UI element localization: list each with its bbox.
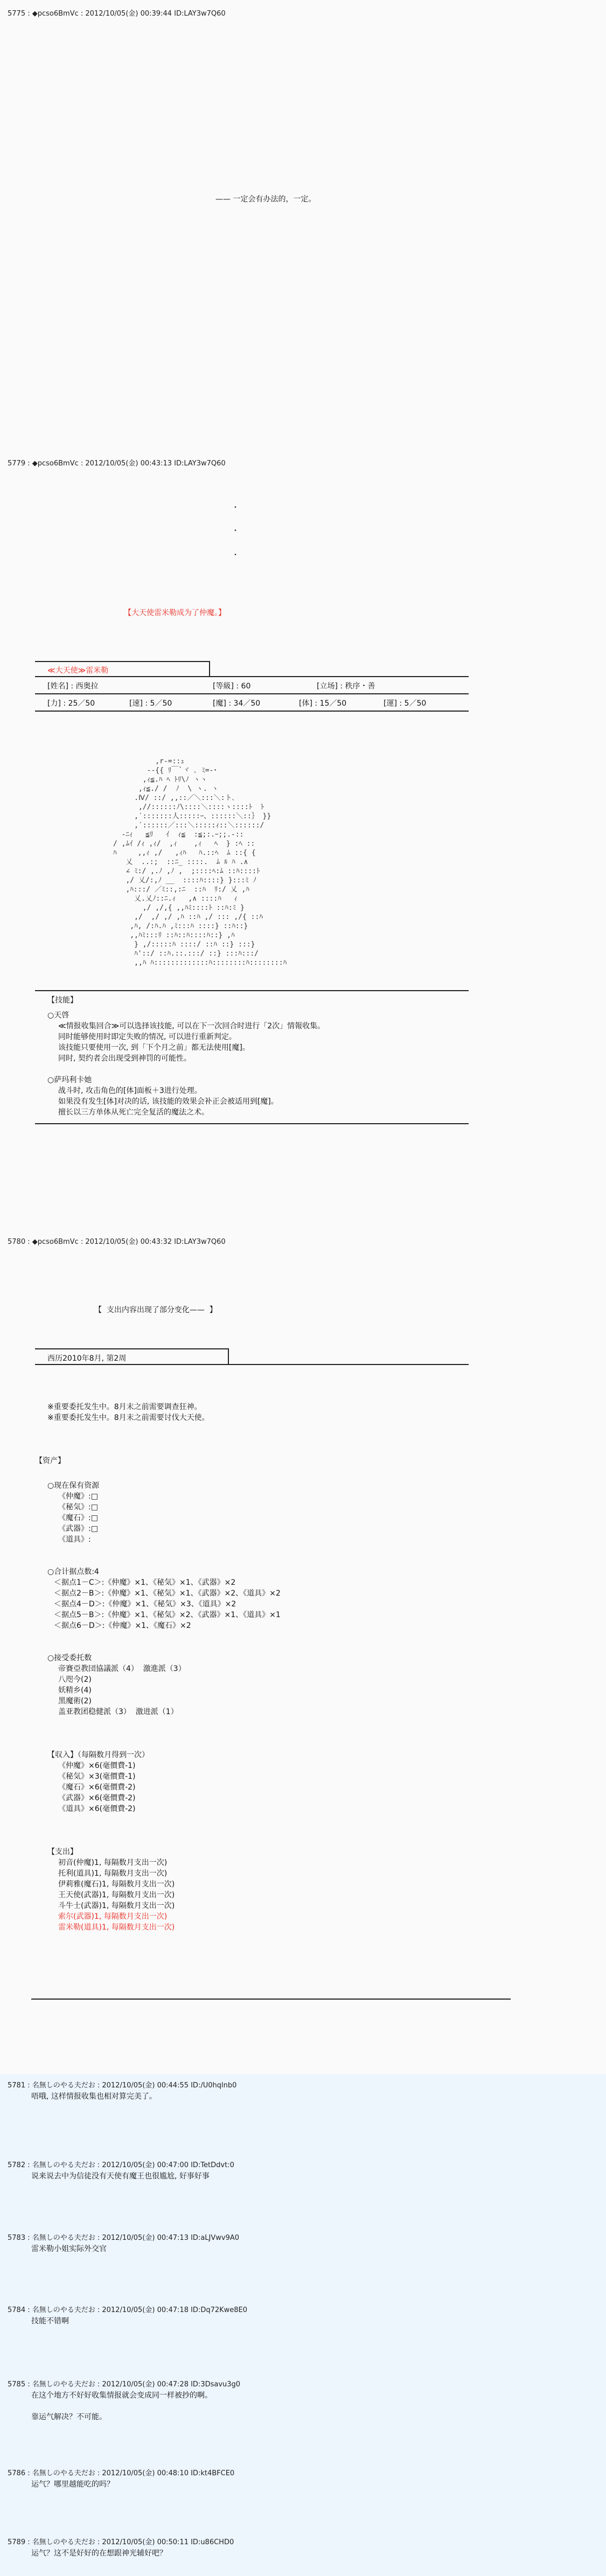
reply-body: 靠运气解决？不可能。 bbox=[31, 2413, 107, 2421]
skill-1-name: ○天啓 bbox=[47, 1011, 69, 1020]
rule bbox=[35, 711, 469, 712]
reply-body: 运气？哪里越能吃的吗？ bbox=[31, 2480, 114, 2489]
reply-header: 5785 : 名無しのやる夫だお : 2012/10/05(金) 00:47:28 ID:3Dsavu3g0 bbox=[8, 2380, 241, 2389]
stat-stance: [立场] : 秩序・善 bbox=[317, 682, 375, 691]
note-line: ※重要委托发生中。8月末之前需要讨伐大天使。 bbox=[47, 1414, 210, 1422]
reply-body: 雷米勒小姐实际外交官 bbox=[31, 2245, 107, 2253]
reply-header: 5789 : 名無しのやる夫だお : 2012/10/05(金) 00:50:11 ID:u86CHD0 bbox=[8, 2538, 234, 2546]
skill-title: 【技能】 bbox=[47, 996, 78, 1005]
rule bbox=[35, 1364, 469, 1365]
rule bbox=[35, 693, 469, 694]
commission-item: 帝賽亞教団協議派（4） 激進派（3） bbox=[58, 1665, 186, 1673]
reply-body: 说来说去中为信徒没有天使有魔王也很尴尬, 好事好事 bbox=[31, 2172, 210, 2181]
skill-2-line: 战斗时, 攻击角色的[体]面板＋3进行处理。 bbox=[58, 1087, 202, 1095]
stat-vitality: [体] : 15／50 bbox=[299, 699, 347, 708]
stat-magic: [魔] : 34／50 bbox=[213, 699, 261, 708]
reply-header: 5783 : 名無しのやる夫だお : 2012/10/05(金) 00:47:13 ID:aLJVwv9A0 bbox=[8, 2234, 240, 2242]
reply-body: 在这个地方不好好收集情报就会变成同一样被抄的啊。 bbox=[31, 2391, 212, 2400]
post-header: 5775 : ◆pcso6BmVc : 2012/10/05(金) 00:39:44 ID:LAY3w7Q60 bbox=[8, 10, 226, 18]
reply-header: 5781 : 名無しのやる夫だお : 2012/10/05(金) 00:44:55 ID:/U0hqlnb0 bbox=[8, 2081, 237, 2090]
reply-body: 运气？这不是好好的在想跟神光辅好吧？ bbox=[31, 2549, 167, 2558]
rule bbox=[35, 661, 210, 662]
rule bbox=[209, 661, 210, 677]
rule bbox=[35, 990, 469, 991]
base-point: ＜据点2－B＞:《仲魔》×1、《秘気》×1、《武器》×2、《道具》×2 bbox=[54, 1589, 281, 1598]
skill-1-line: 同时能够使用时即定失败的情况, 可以进行重新判定。 bbox=[58, 1033, 236, 1041]
rule bbox=[31, 1999, 511, 2000]
announcement: 【大天使雷米勒成为了仲魔。】 bbox=[124, 609, 226, 617]
commission-item: 黑魔術(2) bbox=[58, 1697, 92, 1705]
rule bbox=[35, 1348, 229, 1349]
skill-1-line: 同时, 契约者会出现受到神罚的可能性。 bbox=[58, 1054, 191, 1063]
assets-title: 【资产】 bbox=[35, 1457, 65, 1465]
income-item: 《道具》×6(毫價費-2) bbox=[58, 1805, 136, 1813]
post-header: 5779 : ◆pcso6BmVc : 2012/10/05(金) 00:43:13 ID:LAY3w7Q60 bbox=[8, 459, 226, 468]
income-item: 《武器》×6(毫價費-2) bbox=[58, 1794, 136, 1802]
commission-item: 八咫今(2) bbox=[58, 1675, 92, 1684]
note-line: ※重要委托发生中。8月末之前需要调查狂神。 bbox=[47, 1403, 202, 1411]
dot-mark: ・ bbox=[232, 551, 239, 560]
reply-header: 5782 : 名無しのやる夫だお : 2012/10/05(金) 00:47:00 ID:TetDdvt:0 bbox=[8, 2161, 234, 2169]
calendar-date: 西历2010年8月, 第2周 bbox=[47, 1354, 127, 1363]
stat-name: [姓名] : 西奥拉 bbox=[47, 682, 99, 691]
post-5779 bbox=[0, 450, 606, 1228]
post-header: 5780 : ◆pcso6BmVc : 2012/10/05(金) 00:43:32 ID:LAY3w7Q60 bbox=[8, 1238, 226, 1246]
dot-mark: ・ bbox=[232, 504, 239, 512]
reply-body: 唔哦, 这样情报收集也相对算完美了。 bbox=[31, 2092, 157, 2101]
stat-strength: [力] : 25／50 bbox=[47, 699, 95, 708]
stat-rank: [等級] : 60 bbox=[213, 682, 251, 691]
base-point: ＜据点1－C＞:《仲魔》×1、《秘気》×1、《武器》×2 bbox=[54, 1578, 236, 1587]
expense-title: 【支出】 bbox=[47, 1848, 78, 1856]
holdings-title: ○现在保有资源 bbox=[47, 1481, 100, 1490]
base-point: ＜据点6－D＞:《仲魔》×1、《魔石》×2 bbox=[54, 1621, 191, 1630]
stat-speed: [速] : 5／50 bbox=[129, 699, 172, 708]
reply-header: 5786 : 名無しのやる夫だお : 2012/10/05(金) 00:48:10 ID:kt4BFCE0 bbox=[8, 2469, 235, 2477]
skill-1-line: 该技能只要使用一次, 到「下个月之前」都无法使用[魔]。 bbox=[58, 1043, 250, 1052]
dot-mark: ・ bbox=[232, 527, 239, 535]
holding-item: 《仲魔》:□ bbox=[58, 1492, 98, 1501]
post-text: —— 一定会有办法的，一定。 bbox=[215, 195, 316, 204]
rule bbox=[228, 1348, 229, 1364]
holding-item: 《秘気》:□ bbox=[58, 1503, 98, 1512]
holding-item: 《魔石》:□ bbox=[58, 1514, 98, 1522]
income-title: 【収入】（每隔数月得到一次） bbox=[47, 1751, 149, 1759]
expense-item: 托利(道具)1, 每隔数月支出一次) bbox=[58, 1869, 168, 1878]
unit-name-tag: ≪大天使≫雷米勒 bbox=[47, 666, 109, 675]
replies-section bbox=[0, 2074, 606, 2576]
expense-item-new: 雷米勒(道具)1, 每隔数月支出一次) bbox=[58, 1923, 175, 1932]
income-item: 《魔石》×6(毫價費-2) bbox=[58, 1783, 136, 1792]
skill-2-line: 擅长以三方单体从死亡完全复活的魔法之术。 bbox=[58, 1108, 209, 1117]
holding-item: 《武器》:□ bbox=[58, 1524, 98, 1533]
ascii-art-figure: ,r‐=::ｭ -‐{{ ﾘ￣`ヾ ､ ﾐ=-･ ,ｨ≦.ﾊ ﾍ ﾄﾘ\ﾉ ヽヽ ,ｨ≦./ / ﾉ \ ヽ. ヽ .Ⅳ/ ::/ ,,::／＼:::＼:ト､ ,//::::::ﾉ\::::＼::::ヽ::::ﾄ ﾄ ,′:::::::人:::::ｰ、::::::＼::｝ }} ,′::::::／:::＼:::::ｨ::＼::::::/ ‐ﾆｨ ≦ﾘ ｲ ｨ≦ :≦;:.ｰ;;.-:: / ,ﾑｲ /ｨ ,ｨ/ ,ｨ ,ｨ ﾍ } :ﾍ :: ﾊ ,,ｨ ,/ ,ｨﾊ ﾊ.::ﾍ ﾑ ::{ { 乂 ..:; ::ﾆ_ ::::. ﾑ ﾙ ﾊ .∧ ∠ ﾐ:/ ,.ﾉ ,ﾉ , ;::::ﾍ:ﾑ ::ﾊ::::ﾄ ,/ 乂/:,ﾉ __ ::::ﾊ::::} }:::ﾐ ﾉ ,ﾊ:::/ ／ﾐ::,:ﾆ ::ﾊ ﾘ:/ 乂 ,ﾊ 乂.乂ﾉ::ﾆ.ｨ ,∧ ::::ﾊ ｨ ,/ ,/,{ ,,ﾊﾐ::::ﾄ ::ﾊ:ﾐ } ,/ ,/ ,/ ,ﾊ ::ﾊ ,/ ::: ,/{ ::ﾊ ,ﾊ, /:ﾊ.ﾊ ,ﾐ:::ﾊ ::::} ::ﾊ::} ,,ﾊﾐ:::ﾘ ::ﾊ::ﾊ::::ﾊ::} ,ﾊ } ,/:::::ﾊ ::::/ ::ﾊ ::} :::} ﾊ'::/ ::ﾊ.::.:::/ ::} :::ﾊ:::/ ,,ﾊ ﾊ:::::::::::::ﾊ::::::::ﾊ::::::::ﾊ bbox=[113, 757, 287, 967]
skill-2-line: 如果没有发生[体]对决的话, 该技能的效果会补正会被适用到[魔]。 bbox=[58, 1097, 278, 1106]
holding-item: 《道具》: bbox=[58, 1535, 91, 1544]
income-item: 《仲魔》×6(毫價費-1) bbox=[58, 1762, 136, 1770]
reply-body: 技能不错啊 bbox=[31, 2317, 69, 2326]
stat-luck: [運] : 5／50 bbox=[384, 699, 427, 708]
base-point: ＜据点5－B＞:《仲魔》×1、《秘気》×2、《武器》×1、《道具》×1 bbox=[54, 1611, 281, 1619]
change-banner: 【 支出内容出现了部分变化—— 】 bbox=[94, 1306, 217, 1314]
expense-item: 王天使(武器)1, 每隔数月支出一次) bbox=[58, 1891, 175, 1899]
income-item: 《秘気》×3(毫價費-1) bbox=[58, 1772, 136, 1781]
post-5780 bbox=[0, 1228, 606, 2074]
expense-item-new: 索尔(武器)1, 每隔数月支出一次) bbox=[58, 1912, 168, 1921]
points-title: ○合计据点数:4 bbox=[47, 1568, 99, 1576]
skill-2-name: ○萨玛利卡她 bbox=[47, 1076, 92, 1084]
base-point: ＜据点4－D＞:《仲魔》×1、《秘気》×3、《道具》×2 bbox=[54, 1600, 236, 1609]
commission-item: 盖亚教团稳健派（3） 激进派（1） bbox=[58, 1708, 178, 1716]
post-5775 bbox=[0, 0, 606, 450]
commission-item: 妖精乡(4) bbox=[58, 1686, 92, 1695]
expense-item: 初音(仲魔)1, 每隔数月支出一次) bbox=[58, 1858, 168, 1867]
expense-item: 伊莉雅(魔石)1, 每隔数月支出一次) bbox=[58, 1880, 175, 1889]
commission-title: ○接受委托数 bbox=[47, 1654, 92, 1662]
reply-header: 5784 : 名無しのやる夫だお : 2012/10/05(金) 00:47:18 ID:Dq72Kwe8E0 bbox=[8, 2306, 248, 2314]
rule bbox=[35, 676, 469, 677]
skill-1-line: ≪情报收集回合≫可以选择该技能, 可以在下一次回合时进行「2次」情報收集。 bbox=[58, 1022, 325, 1031]
rule bbox=[35, 1123, 469, 1124]
expense-item: 斗牛士(武器)1, 每隔数月支出一次) bbox=[58, 1902, 175, 1910]
